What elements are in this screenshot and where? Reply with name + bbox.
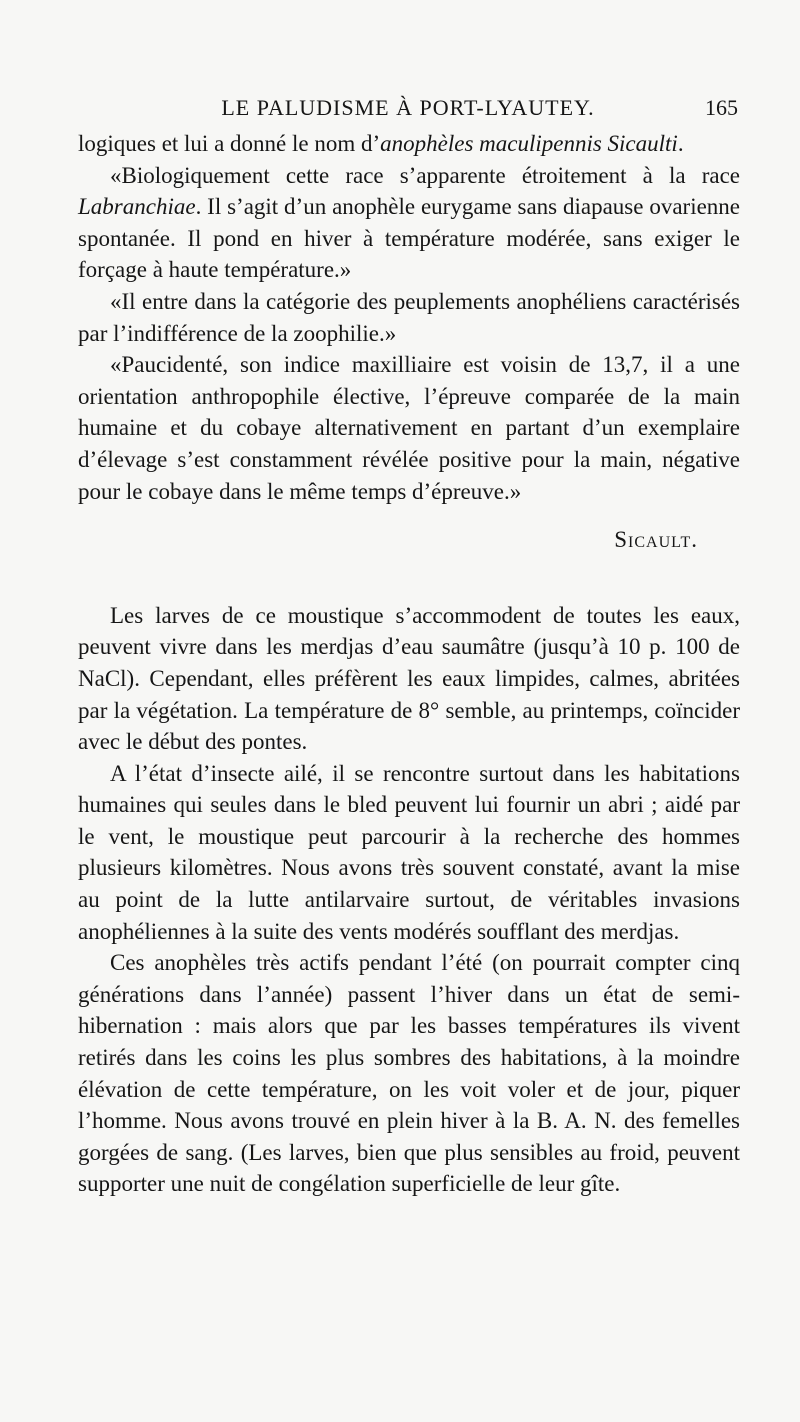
quote-paragraph-2 xyxy=(78,160,740,286)
body-paragraph-1: Les larves de ce moustique s’accommodent de toutes les eaux, peuvent vivre dans les merdjas d’eau saumâtre (jusqu’à 10 p. 100 de NaCl). Cependant, elles préfèrent les eaux limpides, calmes, abritées par la végétation. La température de 8° semble, au printemps, coïncider avec le début des pontes. xyxy=(78,602,740,755)
race-name-italic: Labranchiae xyxy=(78,194,196,220)
main-text xyxy=(78,128,740,1200)
page-number: 165 xyxy=(705,95,738,120)
quote-p2-text-a: «Biologiquement cette race s’apparente étroitement à la race xyxy=(110,162,740,188)
quote-p2-text-c: . Il s’agit d’un anophèle eurygame sans diapause ovarienne spontanée. Il pond en hiver à température modérée, sans exiger le forçage à haute température.» xyxy=(78,194,740,283)
running-title: LE PALUDISME À PORT-LYAUTEY. xyxy=(221,95,595,120)
quote-signature: Sicault. xyxy=(614,527,698,553)
body-paragraph-3: Ces anophèles très actifs pendant l’été (on pourrait compter cinq générations dans l’année) passent l’hiver dans un état de semi-hibernation : mais alors que par les basses températures ils vivent retirés dans les coins les plus sombres des habitations, à la moindre élévation de cette température, on les voit voler et de jour, piquer l’homme. Nous avons trouvé en plein hiver à la B. A. N. des femelles gorgées de sang. (Les larves, bien que plus sensibles au froid, peuvent supporter une nuit de congélation superficielle de leur gîte. xyxy=(78,950,740,1197)
body-paragraph-2: A l’état d’insecte ailé, il se rencontre surtout dans les habitations humaines qui seules dans le bled peuvent lui fournir un abri ; aidé par le vent, le moustique peut parcourir à la recherche des hommes plusieurs kilomètres. Nous avons très souvent constaté, avant la mise au point de la lutte antilarvaire surtout, de véritables invasions anophéliennes à la suite des vents modérés soufflant des merdjas. xyxy=(78,760,740,944)
quote-paragraph-4: «Paucidenté, son indice maxilliaire est voisin de 13,7, il a une orientation anthropophile élective, l’épreuve comparée de la main humaine et du cobaye alternativement en partant d’un exemplaire d’élevage s’est constamment révélée positive pour la main, négative pour le cobaye dans le même temps d’épreuve.» xyxy=(78,352,740,504)
quote-paragraph-1 xyxy=(78,128,740,160)
quote-p1-text-c: . xyxy=(677,131,684,156)
quote-paragraph-3: «Il entre dans la catégorie des peuplements anophéliens caractérisés par l’indifférence de la zoophilie.» xyxy=(78,288,740,346)
quote-p1-text-a: logiques et lui a donné le nom d’ xyxy=(78,131,381,156)
running-header xyxy=(78,92,738,124)
species-name-italic: anophèles maculipennis Sicaulti xyxy=(380,131,678,156)
